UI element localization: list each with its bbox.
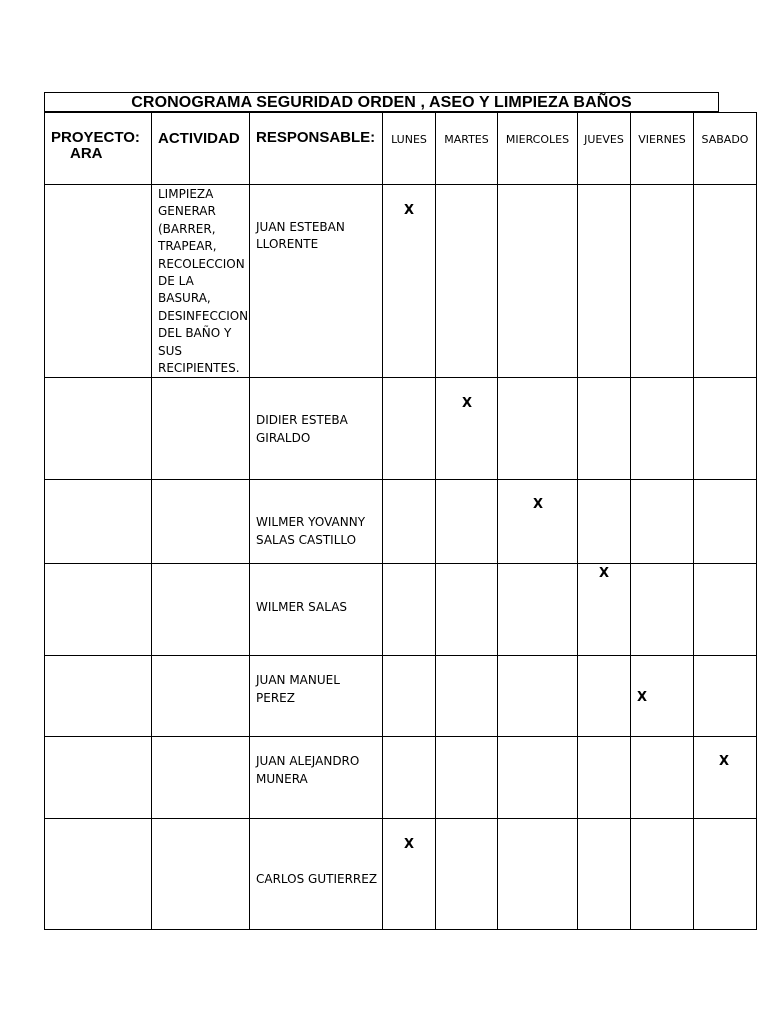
day-cell-jueves (578, 656, 631, 737)
responsable-line: JUAN MANUEL (256, 673, 340, 688)
header-day-miercoles (498, 113, 578, 185)
responsable-name (256, 871, 377, 888)
day-cell-miercoles (498, 656, 578, 737)
header-proyecto (45, 113, 152, 185)
day-cell-jueves (578, 819, 631, 930)
responsable-name (256, 599, 347, 616)
activity-line: RECIPIENTES. (158, 361, 240, 376)
day-label: JUEVES (584, 133, 624, 146)
activity-line: (BARRER, (158, 221, 216, 236)
responsable-name (256, 753, 359, 788)
activity-cell (152, 480, 250, 564)
day-cell-lunes (383, 819, 436, 930)
activity-line: DE LA (158, 274, 194, 289)
day-cell-martes (436, 819, 498, 930)
responsable-cell (250, 185, 383, 378)
day-cell-miercoles (498, 564, 578, 656)
day-cell-viernes (631, 656, 694, 737)
day-cell-jueves (578, 564, 631, 656)
assignment-mark: X (599, 566, 610, 582)
table-row (45, 378, 757, 480)
day-cell-miercoles (498, 737, 578, 819)
proyecto-cell (45, 737, 152, 819)
day-cell-martes (436, 737, 498, 819)
header-actividad (152, 113, 250, 185)
responsable-line: WILMER SALAS (256, 600, 348, 615)
header-row (45, 113, 757, 185)
table-row (45, 564, 757, 656)
responsable-name (256, 514, 365, 549)
assignment-mark: X (404, 837, 415, 853)
responsable-line: PEREZ (256, 690, 295, 705)
activity-line: RECOLECCION (158, 256, 245, 271)
proyecto-label: PROYECTO: (51, 129, 140, 146)
day-cell-sabado (694, 378, 757, 480)
day-cell-miercoles (498, 480, 578, 564)
proyecto-value: ARA (70, 145, 103, 162)
responsable-line: JUAN ALEJANDRO (256, 754, 360, 769)
day-cell-lunes (383, 656, 436, 737)
table-row (45, 656, 757, 737)
responsable-line: GIRALDO (256, 430, 311, 445)
assignment-mark: X (533, 497, 544, 513)
header-responsable (250, 113, 383, 185)
day-cell-lunes (383, 480, 436, 564)
day-cell-martes (436, 185, 498, 378)
day-cell-miercoles (498, 819, 578, 930)
schedule-table (44, 112, 757, 930)
day-cell-viernes (631, 185, 694, 378)
responsable-cell (250, 656, 383, 737)
table-row (45, 480, 757, 564)
day-cell-viernes (631, 737, 694, 819)
day-cell-miercoles (498, 185, 578, 378)
responsable-line: LLORENTE (256, 237, 319, 252)
responsable-label: RESPONSABLE: (256, 129, 376, 146)
day-cell-lunes (383, 737, 436, 819)
assignment-mark: X (637, 690, 648, 706)
day-cell-martes (436, 564, 498, 656)
activity-cell (152, 185, 250, 378)
proyecto-cell (45, 378, 152, 480)
day-cell-jueves (578, 480, 631, 564)
activity-cell (152, 737, 250, 819)
activity-line: DESINFECCION (158, 308, 249, 323)
assignment-mark: X (404, 203, 415, 218)
day-cell-viernes (631, 378, 694, 480)
proyecto-cell (45, 564, 152, 656)
activity-line: TRAPEAR, (158, 239, 217, 254)
activity-line: SUS (158, 343, 183, 358)
proyecto-cell (45, 819, 152, 930)
day-cell-viernes (631, 480, 694, 564)
day-label: VIERNES (638, 133, 686, 146)
day-cell-sabado (694, 819, 757, 930)
responsable-line: MUNERA (256, 771, 308, 786)
day-cell-jueves (578, 378, 631, 480)
activity-description (152, 185, 249, 377)
day-cell-miercoles (498, 378, 578, 480)
proyecto-cell (45, 185, 152, 378)
responsable-line: JUAN ESTEBAN (256, 220, 345, 234)
day-label: MIERCOLES (505, 133, 570, 146)
responsable-name (256, 672, 340, 707)
day-label: SABADO (701, 133, 749, 146)
schedule-title-box (44, 92, 719, 112)
assignment-mark: X (719, 754, 730, 770)
responsable-line: CARLOS GUTIERREZ (256, 872, 378, 887)
actividad-label: ACTIVIDAD (158, 130, 240, 147)
responsable-cell (250, 378, 383, 480)
responsable-cell (250, 480, 383, 564)
header-day-sabado (694, 113, 757, 185)
responsable-name (256, 219, 345, 254)
activity-line: LIMPIEZA (158, 187, 214, 201)
day-cell-jueves (578, 185, 631, 378)
day-cell-martes (436, 378, 498, 480)
activity-cell (152, 378, 250, 480)
responsable-cell (250, 737, 383, 819)
table-row (45, 185, 757, 378)
day-cell-sabado (694, 656, 757, 737)
day-cell-lunes (383, 378, 436, 480)
responsable-cell (250, 819, 383, 930)
proyecto-cell (45, 656, 152, 737)
header-day-jueves (578, 113, 631, 185)
day-cell-martes (436, 480, 498, 564)
responsable-cell (250, 564, 383, 656)
day-cell-sabado (694, 480, 757, 564)
day-cell-sabado (694, 564, 757, 656)
responsable-line: SALAS CASTILLO (256, 532, 357, 547)
day-label: MARTES (444, 133, 489, 146)
activity-line: GENERAR (158, 204, 216, 219)
responsable-name (256, 412, 348, 447)
day-label: LUNES (391, 133, 427, 146)
day-cell-sabado (694, 737, 757, 819)
responsable-line: DIDIER ESTEBA (256, 413, 348, 428)
day-cell-martes (436, 656, 498, 737)
day-cell-lunes (383, 185, 436, 378)
header-day-viernes (631, 113, 694, 185)
responsable-line: WILMER YOVANNY (256, 515, 366, 530)
day-cell-lunes (383, 564, 436, 656)
header-day-martes (436, 113, 498, 185)
day-cell-jueves (578, 737, 631, 819)
day-cell-viernes (631, 819, 694, 930)
activity-cell (152, 656, 250, 737)
assignment-mark: X (462, 396, 473, 412)
activity-cell (152, 564, 250, 656)
activity-line: BASURA, (158, 291, 211, 306)
day-cell-viernes (631, 564, 694, 656)
activity-line: DEL BAÑO Y (158, 326, 232, 341)
schedule-title: CRONOGRAMA SEGURIDAD ORDEN , ASEO Y LIMPIEZA BAÑOS (131, 94, 632, 111)
activity-cell (152, 819, 250, 930)
table-row (45, 737, 757, 819)
table-row (45, 819, 757, 930)
header-day-lunes (383, 113, 436, 185)
proyecto-cell (45, 480, 152, 564)
day-cell-sabado (694, 185, 757, 378)
